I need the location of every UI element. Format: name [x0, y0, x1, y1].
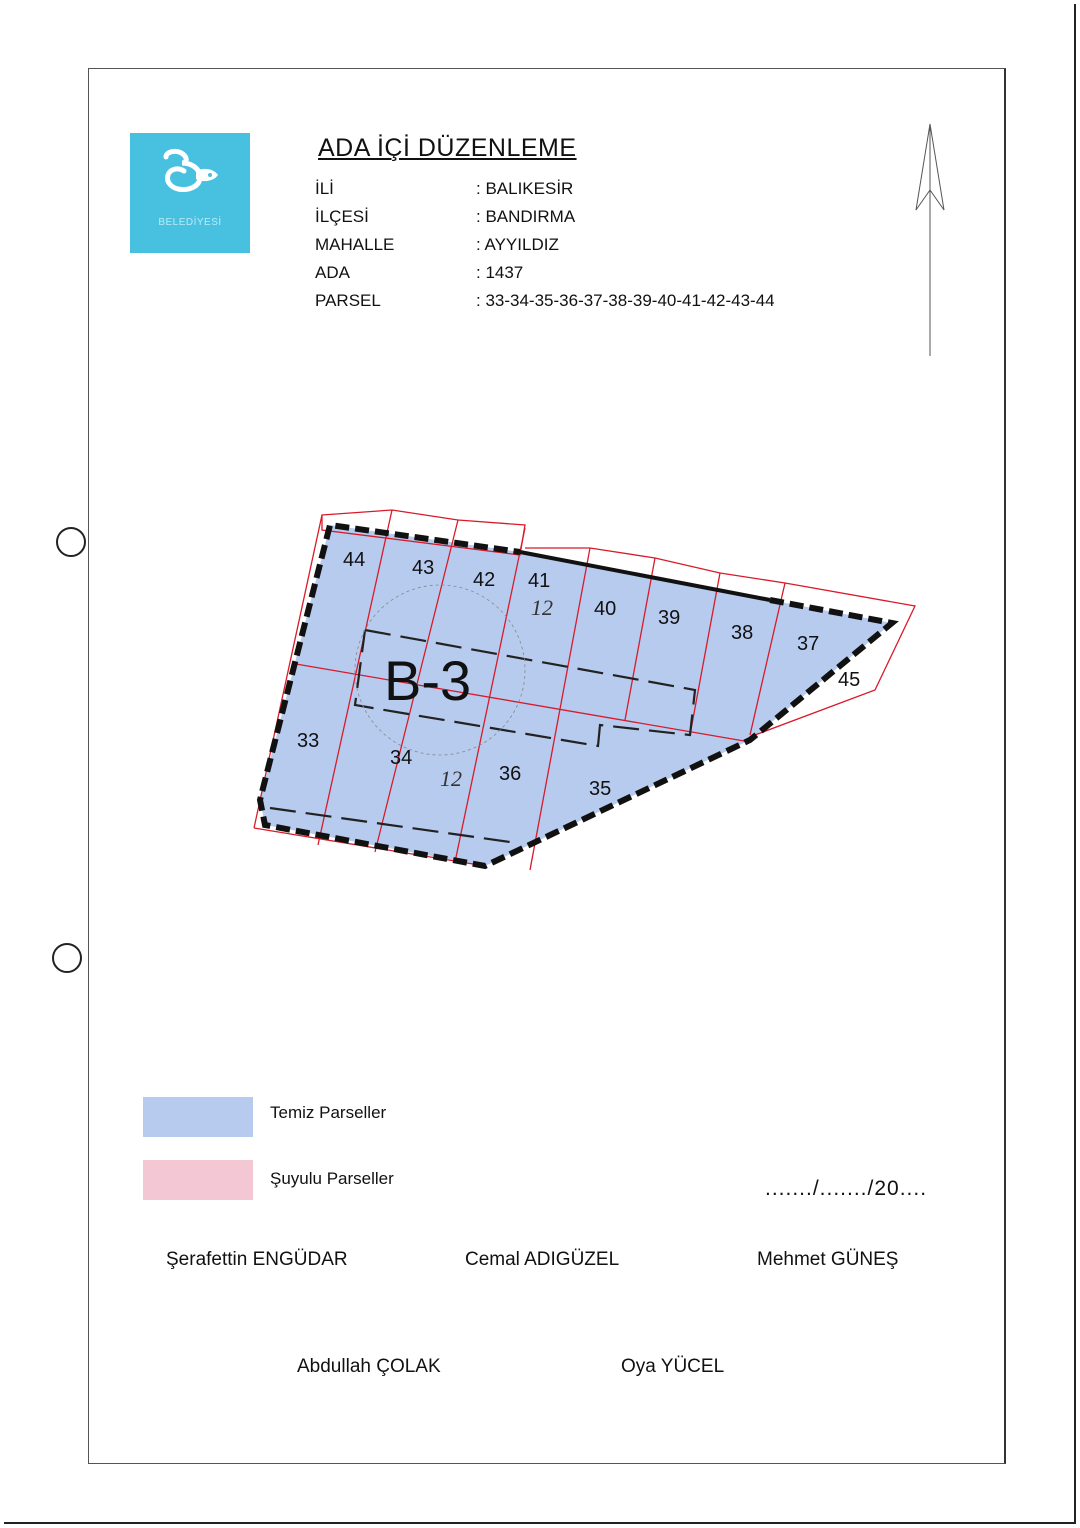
parcel-label: 35: [589, 778, 612, 800]
info-label: PARSEL: [315, 291, 381, 310]
parcel-label: 41: [528, 570, 551, 592]
signatory-name: Oya YÜCEL: [621, 1356, 725, 1377]
parcel-label: 33: [297, 730, 320, 752]
info-label: İLİ: [315, 179, 334, 198]
signatory-name: Abdullah ÇOLAK: [297, 1356, 441, 1377]
document-title: ADA İÇİ DÜZENLEME: [318, 134, 577, 162]
logo-text: BELEDİYESİ: [158, 217, 222, 228]
parcel-label: 43: [412, 557, 435, 579]
parcel-label: 44: [343, 549, 366, 571]
parcel-label: 34: [390, 747, 413, 769]
block-fill: [260, 525, 892, 866]
parcel-map: [240, 500, 940, 900]
north-arrow-icon: [900, 120, 960, 360]
parcel-label: 38: [731, 622, 754, 644]
signatory-name: Cemal ADIGÜZEL: [465, 1249, 620, 1270]
parcel-label: 42: [473, 569, 496, 591]
logo-emblem-icon: [130, 133, 250, 217]
punch-hole-bottom: [52, 943, 82, 973]
legend-swatch-shared: [143, 1160, 253, 1200]
info-value: : BALIKESİR: [476, 179, 574, 198]
info-label: ADA: [315, 263, 350, 282]
info-label: İLÇESİ: [315, 207, 369, 226]
block-label: B-3: [384, 649, 472, 712]
signatory-name: Şerafettin ENGÜDAR: [166, 1249, 348, 1270]
parcel-label: 36: [499, 763, 522, 785]
info-value: : 1437: [476, 263, 524, 282]
info-value: : 33-34-35-36-37-38-39-40-41-42-43-44: [476, 291, 775, 310]
road-width-label: 12: [531, 595, 553, 620]
legend-label-clean: Temiz Parseller: [270, 1103, 387, 1122]
date-line: ......./......./20....: [765, 1177, 928, 1200]
punch-hole-top: [56, 527, 86, 557]
parcel-label: 45: [838, 669, 861, 691]
parcel-label: 37: [797, 633, 820, 655]
road-width-label: 12: [440, 766, 462, 791]
legend-label-shared: Şuyulu Parseller: [270, 1169, 394, 1188]
municipality-logo: [130, 133, 250, 253]
info-label: MAHALLE: [315, 235, 395, 254]
info-value: : AYYILDIZ: [476, 235, 559, 254]
legend-swatch-clean: [143, 1097, 253, 1137]
info-value: : BANDIRMA: [476, 207, 576, 226]
parcel-label: 39: [658, 607, 681, 629]
parcel-label: 40: [594, 598, 617, 620]
signatory-name: Mehmet GÜNEŞ: [757, 1249, 899, 1270]
